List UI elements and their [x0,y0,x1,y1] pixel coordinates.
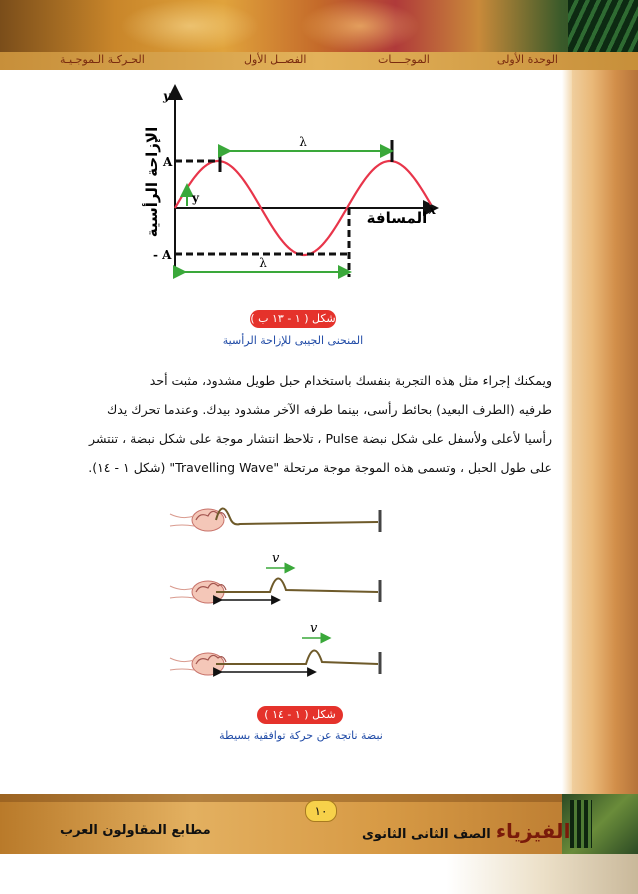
paragraph-line-3: رأسيا لأعلى ولأسفل على شكل نبضة Pulse ، تلاحظ انتشار موجة على شكل نبضة ، تنتشر [89,431,552,446]
hand-icon [170,509,226,531]
header-chapter: الفصــل الأول [244,53,307,66]
lambda-label-bottom: λ [259,256,267,270]
rope-3 [216,650,378,664]
publisher-name: مطابع المقاولون العرب [60,823,211,838]
banner-stripes [568,0,638,52]
lambda-label-top: λ [299,135,307,149]
banner-glow-center [300,0,420,52]
running-header [0,52,638,70]
paragraph-line-1: ويمكنك إجراء مثل هذه التجربة بنفسك باستخدام حبل طويل مشدود، مثبت أحد [149,373,552,388]
pulse-panel-1 [170,508,380,532]
body-paragraph [62,366,552,482]
paragraph-line-4: على طول الحبل ، وتسمى هذه الموجة موجة مرتحلة "Travelling Wave" (شكل ١ - ١٤). [88,460,552,475]
rope-2 [216,578,378,592]
footer-corner-box [562,794,638,854]
banner-glow-left [120,0,260,52]
x-axis-title: المسافة [366,209,428,227]
figure2-badge: شكل ( ١ - ١٤ ) [257,706,343,724]
header-topic: الحـركـة الـموجـيـة [60,53,145,66]
page-number: ١٠ [305,800,337,822]
y-axis-title: الإزاحة الرأسية [143,126,161,238]
velocity-label-2: v [310,621,318,636]
right-decorative-border [562,70,638,794]
book-title [362,819,570,843]
velocity-label-1: v [272,551,280,566]
header-unit: الوحدة الأولى [496,53,558,66]
amplitude-label-pos: A [163,155,173,169]
figure2-caption: نبضة ناتجة عن حركة توافقية بسيطة [219,729,383,742]
sine-displacement-figure [135,82,445,282]
top-banner [0,0,638,52]
figure1-badge: شكل ( ١ - ١٣ ب ) [250,310,336,328]
pulse-figure [168,496,398,696]
paragraph-line-2: طرفيه (الطرف البعيد) بحائط رأسى، بينما طرفه الآخر مشدود بيدك. وعندما تحرك يدك [106,402,552,417]
displacement-label: y [192,191,199,205]
header-section: الموجــــات [378,53,430,66]
grade-title: الصف الثانى الثانوى [362,827,491,842]
pulse-panel-2 [170,551,380,603]
y-axis-letter: y [163,89,170,103]
page-bottom-margin [0,854,638,894]
figure1-caption: المنحنى الجيبى للإزاحة الرأسية [222,334,364,347]
pulse-panel-3 [170,621,380,675]
rope-1 [216,508,378,524]
amplitude-label-neg: - A [153,248,172,262]
x-axis-letter: x [429,203,437,217]
subject-title: الفيزياء [495,819,571,843]
